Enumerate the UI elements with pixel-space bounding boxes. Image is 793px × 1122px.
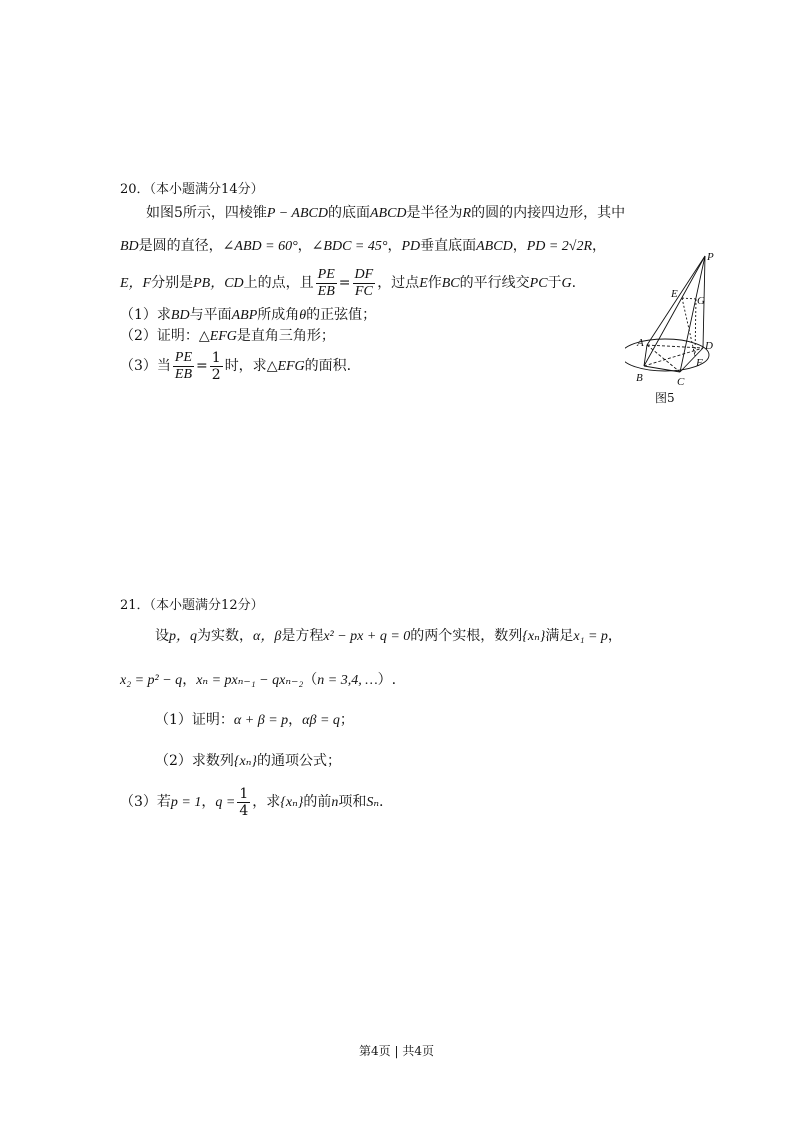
text: 是圆的直径， [138,238,223,254]
text: ，过点 [377,275,420,291]
text: ， [288,712,303,728]
segment-gf [695,299,696,356]
text: ， [607,628,622,644]
math: {xₙ} [522,629,546,644]
text: 与平面 [189,307,232,323]
text: 的平行线交 [459,275,530,291]
text: ； [339,712,354,728]
math: R [462,206,472,221]
math: PD = 2√2R [526,239,593,254]
math: n = 3,4, … [317,673,378,688]
page-footer: 第4页 | 共4页 [359,1044,434,1058]
text: 是半径为 [406,205,463,221]
text: 设 [155,628,169,644]
q20-line3 [120,266,576,301]
text: 的圆的内接四边形，其中 [471,205,626,221]
text: （1）证明： [155,712,234,728]
text: （1）求 [120,307,171,323]
math: α，β [253,629,282,644]
math: αβ = q [302,713,340,728]
fraction-one-half [210,350,223,383]
q21-header: 21．（本小题满分12分） [120,598,264,613]
text: 项和 [338,794,367,810]
edge-pc [680,256,705,372]
text: 的通项公式； [257,753,342,769]
text: ， [592,238,607,254]
denominator: FC [354,283,373,299]
math: ∠ABD = 60° [222,239,298,254]
equals: = [196,358,208,374]
text: ， [387,238,402,254]
label-f: F [696,357,703,369]
math: x₂ = p² − q [120,673,183,688]
math: ABP [231,308,258,323]
text: 的底面 [327,205,370,221]
text: 为实数， [197,628,253,644]
math: x² − px + q = 0 [323,629,411,644]
equals: = [338,275,351,291]
math: {xₙ} [233,754,258,769]
q21-part2 [155,752,341,771]
math: PB，CD [193,276,244,291]
text: 如图5所示，四棱锥 [146,205,267,221]
text: 上的点，且 [243,275,314,291]
label-b: B [636,372,643,384]
numerator: PE [317,266,335,282]
fraction-df-fc [353,267,376,300]
math: G [561,276,572,291]
text: ， [201,794,216,810]
denominator: 2 [211,366,221,383]
label-d: D [705,340,713,352]
text: . [379,794,384,810]
q20-part1 [120,306,376,325]
math: p = 1 [170,795,202,810]
text: 是直角三角形； [236,328,335,344]
text: 的两个实根，数列 [410,628,523,644]
math: PC [529,276,548,291]
text: ， [182,672,197,688]
q21-part1 [155,711,354,730]
figure-5-pyramid [625,248,725,408]
math: p，q [169,629,197,644]
q20-header: 20．（本小题满分14分） [120,182,264,197]
math: ∠BDC = 45° [311,239,388,254]
math: △EFG [266,359,305,374]
math: BD [170,308,190,323]
label-p: P [707,251,714,263]
text: （2）求数列 [155,753,234,769]
math: BD [120,239,139,254]
math: E [419,276,428,291]
math: {xₙ} [280,795,304,810]
text: 的面积. [304,358,352,374]
q20-part3 [120,349,351,384]
denominator: 4 [239,802,249,819]
text: 分别是 [151,275,194,291]
q20-line2 [120,237,606,256]
denominator: EB [317,283,335,299]
math: PD [401,239,421,254]
math: ABCD [476,239,513,254]
numerator: 1 [239,785,249,802]
math: q = [215,795,236,810]
text: 作 [427,275,442,291]
text: （ [303,672,318,688]
label-g: G [697,295,705,307]
q20-line1 [146,204,625,223]
text: ）. [377,672,397,688]
text: （3）若 [120,794,171,810]
text: 时，求 [224,358,267,374]
text: （3）当 [120,358,171,374]
text: 所成角 [257,307,300,323]
text: 是方程 [281,628,324,644]
text: . [571,275,577,291]
math: α + β = p [233,713,289,728]
q21-line2 [120,671,396,690]
text: 于 [547,275,562,291]
math: △EFG [198,329,237,344]
segment-eg [682,298,696,299]
numerator: DF [354,266,374,282]
label-a: A [637,337,644,349]
label-e: E [671,288,678,300]
q20-part2 [120,327,335,346]
math: Sₙ [366,795,380,810]
q21-line1 [155,627,622,646]
denominator: EB [174,366,193,382]
text: 满足 [545,628,574,644]
text: 垂直底面 [420,238,477,254]
numerator: PE [174,349,193,365]
math: xₙ = pxₙ₋₁ − qxₙ₋₂ [196,673,304,688]
text: ，求 [252,794,281,810]
fraction-pe-eb [316,267,337,300]
fraction-one-quarter [237,786,250,819]
diag-ac [647,345,680,372]
math: BC [441,276,460,291]
math: ABCD [369,206,407,221]
math: x₁ = p [573,629,608,644]
label-c: C [677,376,685,388]
numerator: 1 [211,349,221,366]
text: ， [297,238,312,254]
text: 的正弦值； [306,307,377,323]
fraction-pe-eb [173,350,194,383]
text: （2）证明： [120,328,199,344]
text: ， [512,238,527,254]
math: θ [299,308,307,323]
text: 的前 [303,794,332,810]
math: P − ABCD [266,206,328,221]
q21-part3 [120,785,383,820]
math: n [331,795,339,810]
math: E，F [120,276,152,291]
figure-caption: 图5 [655,391,675,405]
